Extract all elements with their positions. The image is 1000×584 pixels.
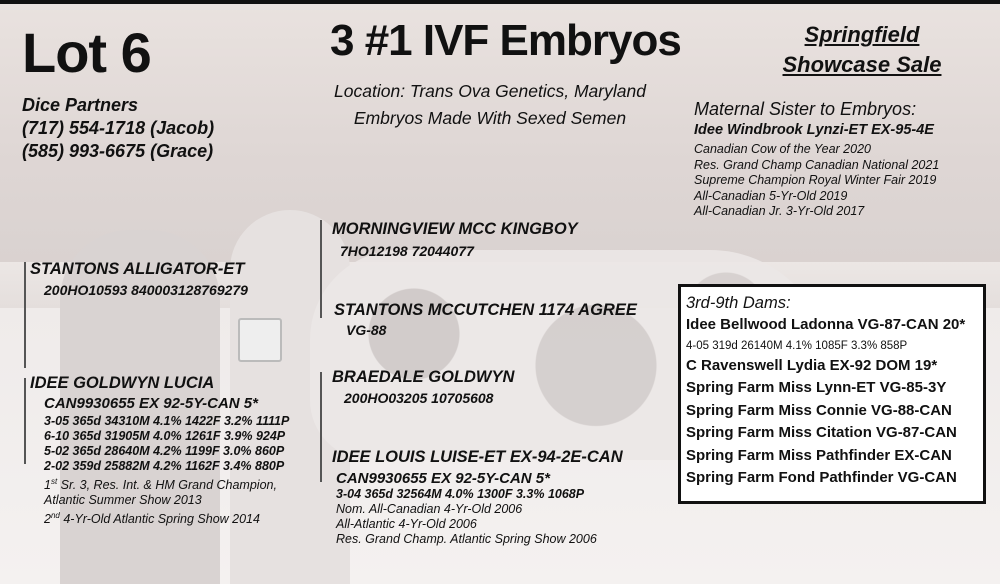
pedigree-line-sire-side xyxy=(320,220,322,318)
sire-code: 200HO10593 840003128769279 xyxy=(44,282,248,298)
dam-entry: C Ravenswell Lydia EX-92 DOM 19* xyxy=(686,356,938,374)
dam-entry-record: 4-05 319d 26140M 4.1% 1085F 3.3% 858P xyxy=(686,339,908,352)
sire-name: STANTONS ALLIGATOR-ET xyxy=(30,260,245,278)
sale-name-line2: Showcase Sale xyxy=(782,52,942,77)
dam-code: CAN9930655 EX 92-5Y-CAN 5* xyxy=(44,395,258,412)
dam-dam-record: 3-04 365d 32564M 4.0% 1300F 3.3% 1068P xyxy=(336,487,585,501)
pedigree-line-dam xyxy=(24,378,26,464)
sire-dam-code: VG-88 xyxy=(346,322,387,338)
dam-dam-block xyxy=(332,448,623,547)
sire-dam-block xyxy=(334,301,637,338)
dam-dam-honor: Nom. All-Canadian 4-Yr-Old 2006 xyxy=(336,502,523,516)
lactation-record: 2-02 359d 25882M 4.2% 1162F 3.4% 880P xyxy=(44,459,285,473)
honor-item: Res. Grand Champ Canadian National 2021 xyxy=(694,157,940,172)
lactation-record: 3-05 365d 34310M 4.1% 1422F 3.2% 1111P xyxy=(44,414,290,428)
lactation-record: 5-02 365d 28640M 4.2% 1199F 3.0% 860P xyxy=(44,444,285,458)
dam-entry: Spring Farm Fond Pathfinder VG-CAN xyxy=(686,469,957,486)
dam-dam-code: CAN9930655 EX 92-5Y-CAN 5* xyxy=(336,470,550,487)
sale-name-line1: Springfield xyxy=(804,22,920,47)
honor-item: Supreme Champion Royal Winter Fair 2019 xyxy=(694,173,937,187)
maternal-sister-honors xyxy=(694,142,939,220)
dam-dam-honor: All-Atlantic 4-Yr-Old 2006 xyxy=(336,517,477,531)
dam-sire-code: 200HO03205 10705608 xyxy=(344,390,494,406)
show-award-1-cont: Atlantic Summer Show 2013 xyxy=(44,493,202,508)
dam-entry: Spring Farm Miss Lynn-ET VG-85-3Y xyxy=(686,379,947,396)
show-award-1: 1st Sr. 3, Res. Int. & HM Grand Champion, xyxy=(44,477,277,493)
show-award-2: 2nd 4-Yr-Old Atlantic Spring Show 2014 xyxy=(44,511,260,527)
sire-sire-name: MORNINGVIEW MCC KINGBOY xyxy=(332,220,578,238)
dam-entry: Spring Farm Miss Citation VG-87-CAN xyxy=(686,424,957,441)
dam-block xyxy=(30,374,289,527)
dam-entry: Spring Farm Miss Pathfinder EX-CAN xyxy=(686,446,952,464)
maternal-sister-name: Idee Windbrook Lynzi-ET EX-95-4E xyxy=(694,122,934,138)
exhibitor-number-badge xyxy=(238,318,282,362)
dam-sire-block xyxy=(332,368,514,406)
sire-sire-block xyxy=(332,220,578,259)
embryo-note: Embryos Made With Sexed Semen xyxy=(353,108,627,128)
lot-number: Lot 6 xyxy=(22,21,151,84)
honor-item: All-Canadian 5-Yr-Old 2019 xyxy=(694,188,848,203)
dam-entry: Spring Farm Miss Connie VG-88-CAN xyxy=(686,401,952,419)
contact-phone-grace: (585) 993-6675 (Grace) xyxy=(22,141,214,161)
contact-name: Dice Partners xyxy=(22,95,139,115)
dam-records xyxy=(44,414,289,527)
honor-item: All-Canadian Jr. 3-Yr-Old 2017 xyxy=(694,204,865,218)
pedigree-line-sire xyxy=(24,262,26,368)
dams-heading: 3rd-9th Dams: xyxy=(686,294,791,312)
contact-phone-jacob: (717) 554-1718 (Jacob) xyxy=(22,118,215,138)
dam-entry: Idee Bellwood Ladonna VG-87-CAN 20* xyxy=(686,316,966,333)
dams-box xyxy=(678,284,986,504)
location-text: Location: Trans Ova Genetics, Maryland xyxy=(334,81,646,101)
subtitle xyxy=(300,78,680,132)
sale-name xyxy=(762,20,962,80)
page-title: 3 #1 IVF Embryos xyxy=(330,16,681,65)
sire-block xyxy=(30,260,248,298)
maternal-sister-heading: Maternal Sister to Embryos: xyxy=(694,99,917,119)
contact-block xyxy=(22,94,214,163)
dam-sire-name: BRAEDALE GOLDWYN xyxy=(332,368,515,386)
honor-item: Canadian Cow of the Year 2020 xyxy=(694,142,871,156)
dam-dam-honor: Res. Grand Champ. Atlantic Spring Show 2006 xyxy=(336,532,597,546)
sire-sire-code: 7HO12198 72044077 xyxy=(340,243,474,259)
sire-dam-name: STANTONS MCCUTCHEN 1174 AGREE xyxy=(334,301,637,319)
dam-name: IDEE GOLDWYN LUCIA xyxy=(30,374,215,392)
lactation-record: 6-10 365d 31905M 4.0% 1261F 3.9% 924P xyxy=(44,429,286,443)
pedigree-line-dam-side xyxy=(320,372,322,482)
dam-dam-name: IDEE LOUIS LUISE-ET EX-94-2E-CAN xyxy=(332,448,623,466)
